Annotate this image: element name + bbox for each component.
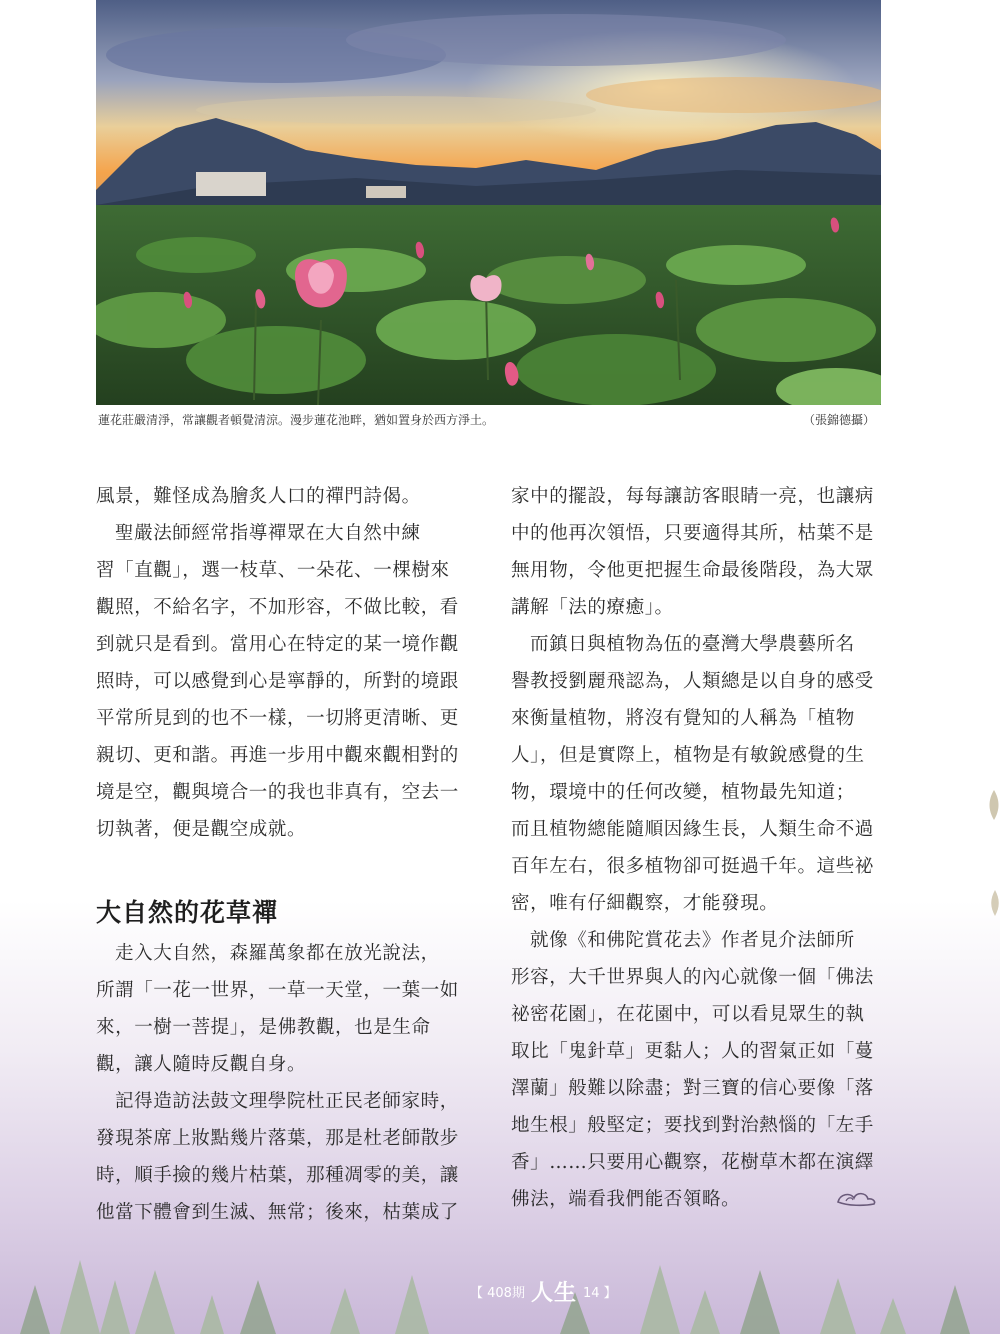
paragraph	[511, 478, 883, 626]
paragraph	[96, 515, 468, 848]
cloud-ornament-icon	[834, 1188, 878, 1214]
left-column	[96, 478, 468, 1231]
text-line: 平常所見到的也不一樣，一切將更清晰、更	[96, 708, 459, 729]
text-line: 來，一樹一菩提」，是佛教觀，也是生命	[96, 1017, 431, 1038]
caption-text: 蓮花莊嚴清淨，常讓觀者頓覺清涼。漫步蓮花池畔，猶如置身於西方淨土。	[98, 413, 495, 427]
paragraph	[96, 478, 468, 515]
photo-illustration	[96, 0, 881, 405]
text-line: 所謂「一花一世界，一草一天堂，一葉一如	[96, 980, 459, 1001]
text-line: 切執著，便是觀空成就。	[96, 819, 307, 840]
text-line: 人」，但是實際上，植物是有敏銳感覺的生	[511, 745, 865, 766]
text-line: 時，順手撿的幾片枯葉，那種凋零的美，讓	[96, 1165, 459, 1186]
photo-caption	[96, 408, 881, 428]
text-line: 澤蘭」般難以除盡；對三寶的信心要像「落	[511, 1078, 874, 1099]
text-line: 譽教授劉麗飛認為，人類總是以自身的感受	[511, 671, 874, 692]
text-line: 地生根」般堅定；要找到對治熱惱的「左手	[511, 1115, 874, 1136]
text-line: 他當下體會到生滅、無常；後來，枯葉成了	[96, 1202, 459, 1223]
text-line: 觀，讓人隨時反觀自身。	[96, 1054, 307, 1075]
text-line: 習「直觀」，選一枝草、一朵花、一棵樹來	[96, 560, 450, 581]
section-title: 大自然的花草禪	[96, 898, 279, 927]
text-line: 到就只是看到。當用心在特定的某一境作觀	[96, 634, 459, 655]
text-line: 香」……只要用心觀察，花樹草木都在演繹	[511, 1152, 874, 1173]
text-line: 來衡量植物，將沒有覺知的人稱為「植物	[511, 708, 855, 729]
text-line: 取比「鬼針草」更黏人；人的習氣正如「蔓	[511, 1041, 874, 1062]
text-line: 就像《和佛陀賞花去》作者見介法師所	[530, 930, 855, 951]
text-line: 觀照，不給名字，不加形容，不做比較，看	[96, 597, 459, 618]
text-line: 祕密花園」，在花園中，可以看見眾生的執	[511, 1004, 865, 1025]
text-line: 百年左右，很多植物卻可挺過千年。這些祕	[511, 856, 874, 877]
page-number: 14 】	[582, 1285, 617, 1301]
text-line: 親切、更和諧。再進一步用中觀來觀相對的	[96, 745, 459, 766]
leaf-decoration-icon	[990, 890, 1000, 920]
text-line: 風景，難怪成為膾炙人口的禪門詩偈。	[96, 486, 421, 507]
photo-credit: （張錦德攝）	[802, 413, 875, 427]
page-footer	[470, 1278, 617, 1304]
text-line: 形容，大千世界與人的內心就像一個「佛法	[511, 967, 874, 988]
text-line: 境是空，觀與境合一的我也非真有，空去一	[96, 782, 459, 803]
leaf-decoration-icon	[988, 790, 1000, 824]
text-line: 聖嚴法師經常指導禪眾在大自然中練	[115, 523, 421, 544]
text-line: 家中的擺設，每每讓訪客眼睛一亮，也讓病	[511, 486, 874, 507]
paragraph	[511, 626, 883, 922]
magazine-logo: 人生	[530, 1279, 577, 1306]
text-line: 照時，可以感覺到心是寧靜的，所對的境跟	[96, 671, 459, 692]
text-line: 發現茶席上妝點幾片落葉，那是杜老師散步	[96, 1128, 459, 1149]
paragraph	[96, 1083, 468, 1231]
text-line: 而鎮日與植物為伍的臺灣大學農藝所名	[530, 634, 855, 655]
text-line: 走入大自然，森羅萬象都在放光說法，	[115, 943, 440, 964]
paragraph	[96, 935, 468, 1083]
right-column	[511, 478, 883, 1218]
paragraph	[511, 922, 883, 1218]
issue-number: 【 408期	[470, 1285, 525, 1301]
text-line: 而且植物總能隨順因緣生長，人類生命不過	[511, 819, 874, 840]
text-line: 無用物，令他更把握生命最後階段，為大眾	[511, 560, 874, 581]
text-line: 物，環境中的任何改變，植物最先知道；	[511, 782, 855, 803]
text-line: 佛法，端看我們能否領略。	[511, 1189, 741, 1210]
text-line: 密，唯有仔細觀察，才能發現。	[511, 893, 779, 914]
lotus-pond-photo	[96, 0, 881, 405]
text-line: 中的他再次領悟，只要適得其所，枯葉不是	[511, 523, 874, 544]
text-line: 記得造訪法鼓文理學院杜正民老師家時，	[115, 1091, 459, 1112]
section-spacer	[96, 848, 468, 885]
text-line: 講解「法的療癒」。	[511, 597, 674, 618]
